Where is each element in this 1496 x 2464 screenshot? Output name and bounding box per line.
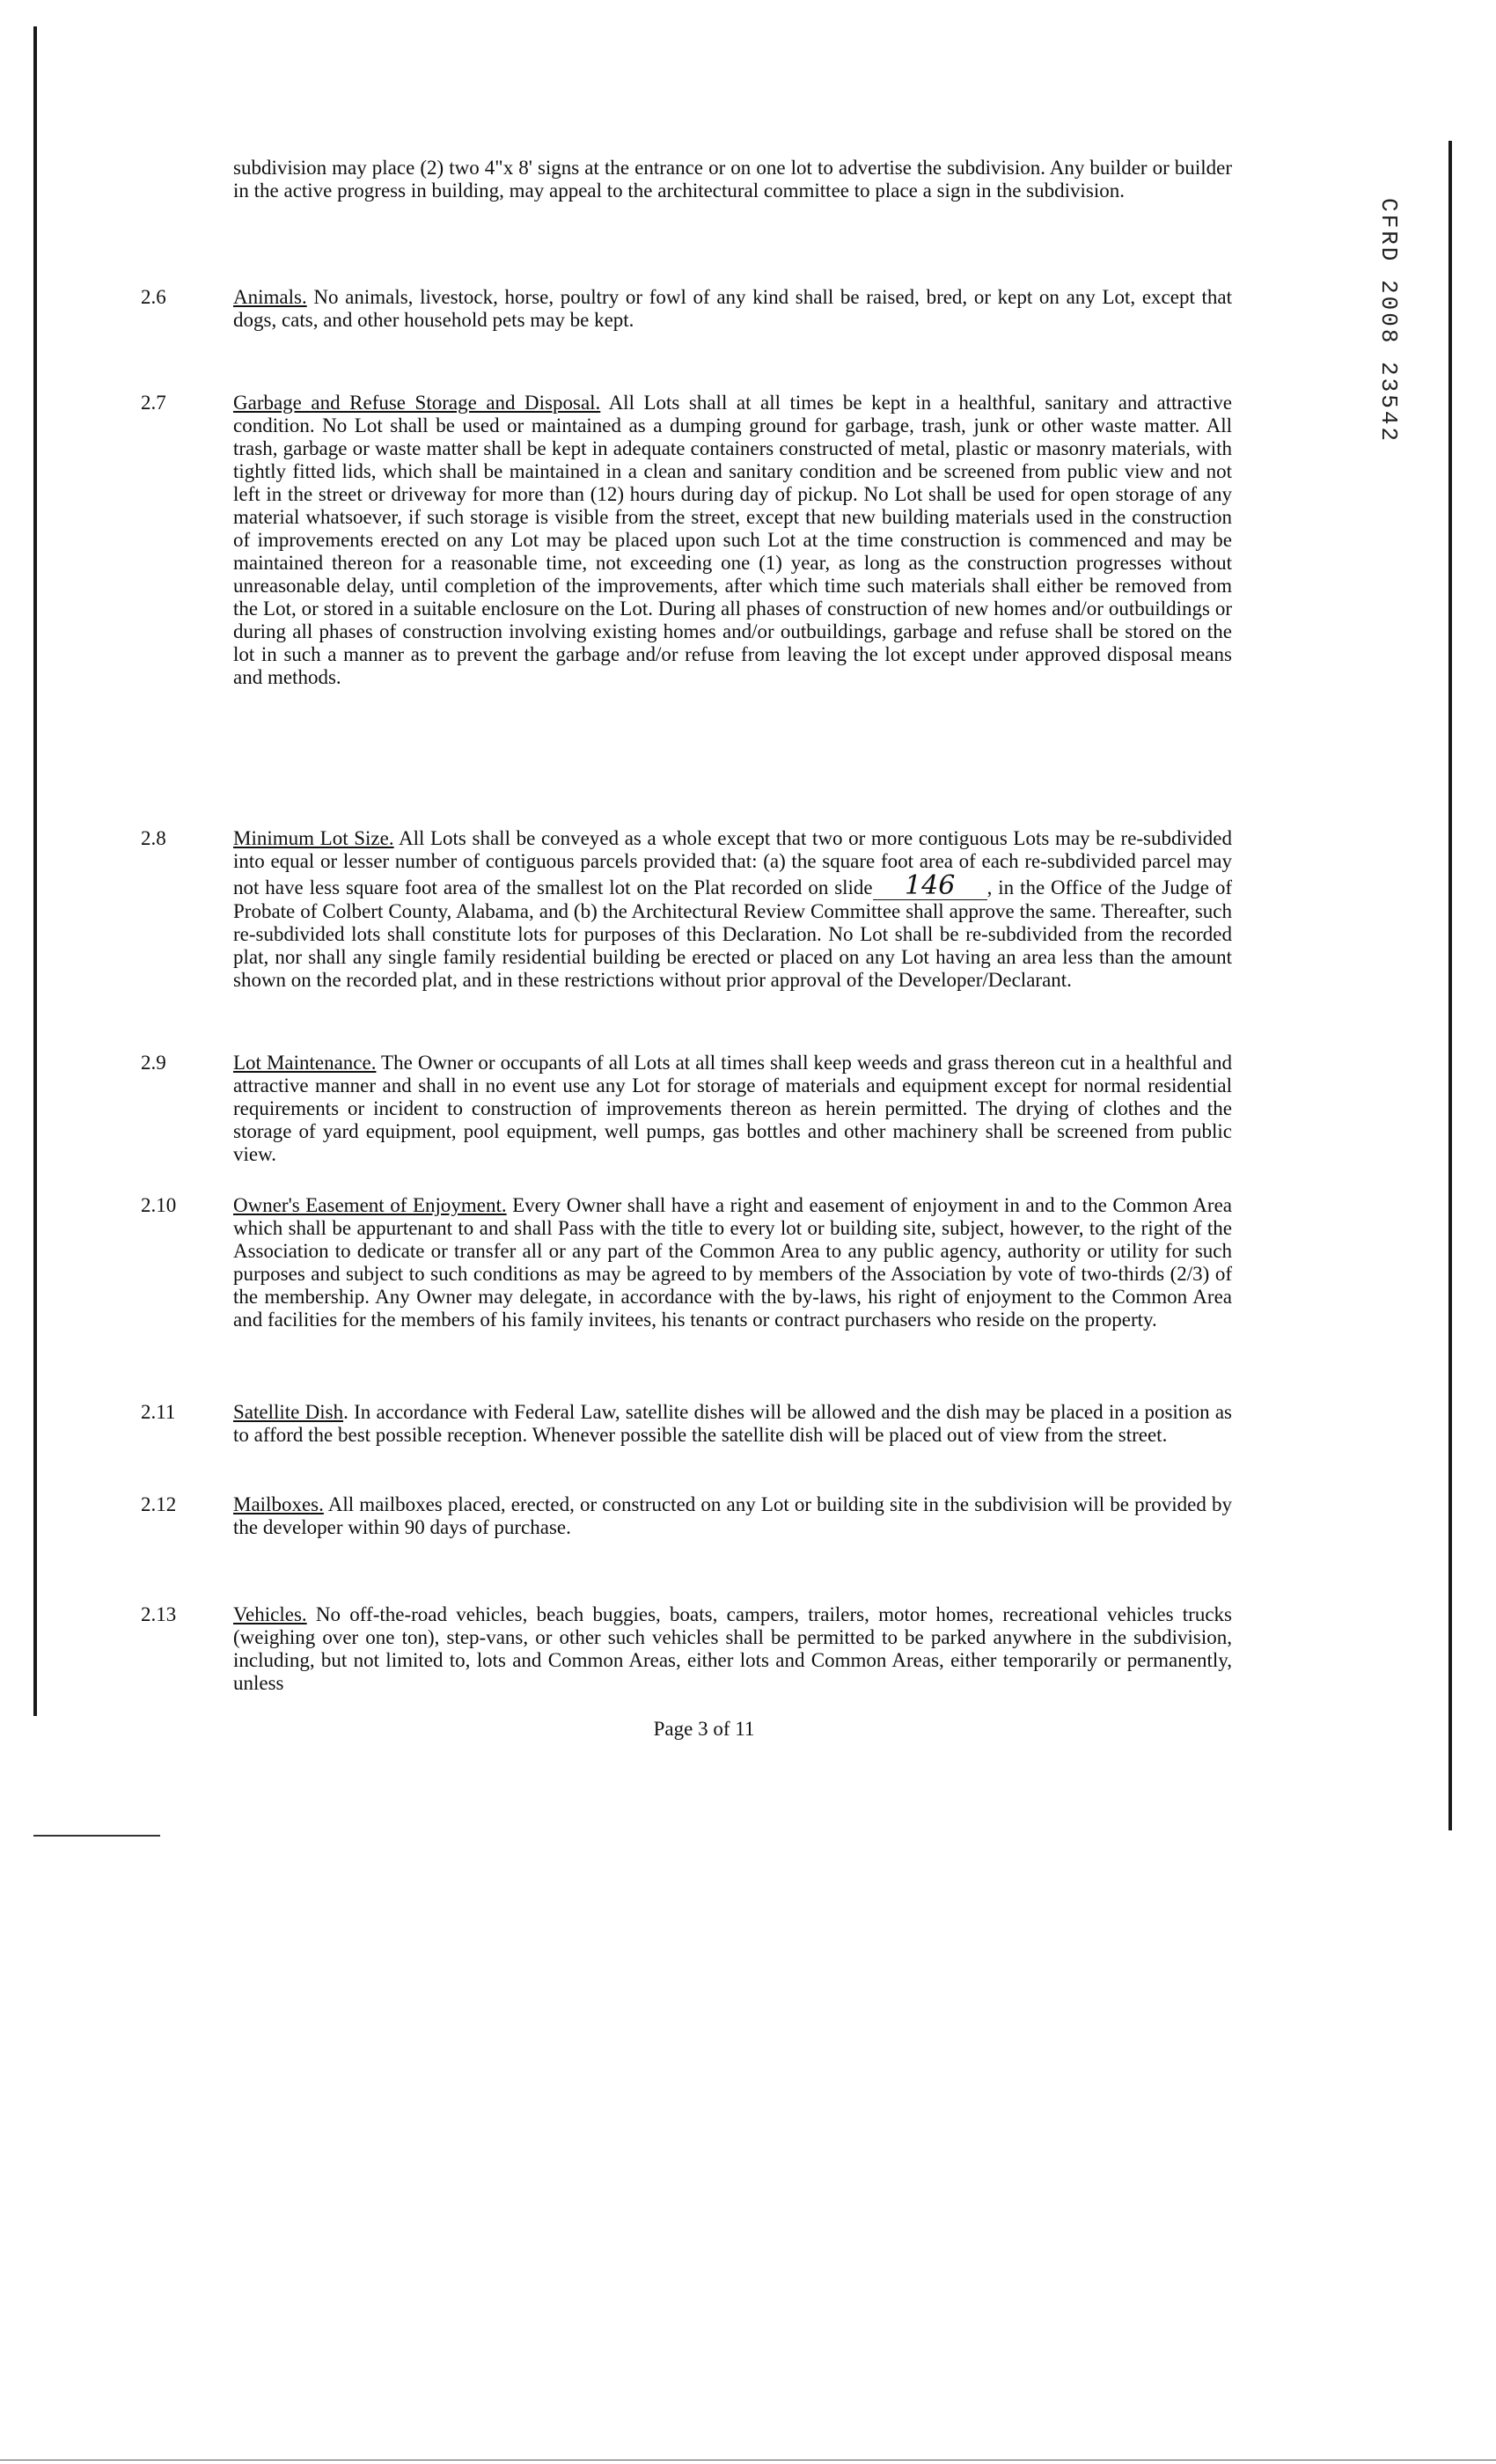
section-body-before: All Lots shall be conveyed as a whole except that two or more contiguous Lots may be re-subdivided into equal or lesser number of contiguous parcels provided that: (a) the square foot area of each re-subdivided parcel may not have less square foot area of the smallest lot on the Plat recorded on slide: [233, 827, 1232, 898]
section-number: 2.9: [141, 1052, 166, 1074]
section-body-after: , in the Office of the Judge of Probate of Colbert County, Alabama, and (b) the Architectural Review Committee shall approve the same. Thereafter, such re-subdivided lots shall constitute lots for purposes of this Declaration. No Lot shall be re-subdivided from the recorded plat, nor shall any single family residential building be erected or placed on any Lot having an area less than the amount shown on the recorded plat, and in these restrictions without prior approval of the Developer/Declarant.: [233, 876, 1232, 991]
scan-border-left: [33, 26, 37, 1716]
section-number: 2.12: [141, 1493, 177, 1515]
scan-mark: [33, 1835, 160, 1837]
intro-paragraph: subdivision may place (2) two 4"x 8' signs at the entrance or on one lot to advertise the subdivision. Any builder or builder in the active progress in building, may appeal to the architectural committee to place a sign in the subdivision.: [233, 157, 1232, 202]
section-text: [233, 286, 1232, 332]
section-heading: Vehicles.: [233, 1603, 307, 1625]
handwritten-slide-number: 146: [873, 873, 987, 900]
section-text: [233, 827, 1232, 992]
section-2-11: [141, 1401, 1232, 1447]
section-2-13: [141, 1603, 1232, 1695]
section-2-9: [141, 1052, 1232, 1166]
section-heading: Garbage and Refuse Storage and Disposal.: [233, 392, 601, 414]
section-heading: Minimum Lot Size.: [233, 827, 394, 849]
section-body: No animals, livestock, horse, poultry or fowl of any kind shall be raised, bred, or kept on any Lot, except that dogs, cats, and other household pets may be kept.: [233, 286, 1232, 331]
section-number: 2.13: [141, 1603, 177, 1625]
section-heading: Lot Maintenance.: [233, 1052, 377, 1074]
section-text: [233, 1194, 1232, 1331]
section-number: 2.8: [141, 827, 166, 849]
section-body: . In accordance with Federal Law, satellite dishes will be allowed and the dish may be placed in a position as to afford the best possible reception. Whenever possible the satellite dish will be placed out of view from the street.: [233, 1401, 1232, 1446]
section-number: 2.11: [141, 1401, 176, 1423]
section-number: 2.10: [141, 1194, 177, 1216]
section-text: [233, 392, 1232, 689]
section-2-10: [141, 1194, 1232, 1331]
section-text: [233, 1052, 1232, 1166]
section-heading: Satellite Dish: [233, 1401, 344, 1423]
section-body: Every Owner shall have a right and easement of enjoyment in and to the Common Area which shall be appurtenant to and shall Pass with the title to every lot or building site, subject, however, to the right of the Association to dedicate or transfer all or any part of the Common Area to any public agency, authority or utility for such purposes and subject to such conditions as may be agreed to by members of the Association by vote of two-thirds (2/3) of the membership. Any Owner may delegate, in accordance with the by-laws, his right of enjoyment to the Common Area and facilities for the members of his family invitees, his tenants or contract purchasers who reside on the property.: [233, 1194, 1232, 1331]
section-heading: Animals.: [233, 286, 307, 308]
section-text: [233, 1493, 1232, 1539]
section-body: All mailboxes placed, erected, or constructed on any Lot or building site in the subdivision will be provided by the developer within 90 days of purchase.: [233, 1493, 1232, 1538]
section-text: [233, 1401, 1232, 1447]
section-2-8: [141, 827, 1232, 992]
scan-border-right: [1448, 141, 1452, 1830]
section-heading: Mailboxes.: [233, 1493, 324, 1515]
section-2-7: [141, 392, 1232, 689]
page-number-footer: Page 3 of 11: [653, 1718, 755, 1740]
section-text: [233, 1603, 1232, 1695]
section-heading: Owner's Easement of Enjoyment.: [233, 1194, 507, 1216]
section-body: No off-the-road vehicles, beach buggies, boats, campers, trailers, motor homes, recreational vehicles trucks (weighing over one ton), step-vans, or other such vehicles shall be permitted to be parked anywhere in the subdivision, including, but not limited to, lots and Common Areas, either lots and Common Areas, either temporarily or permanently, unless: [233, 1603, 1232, 1694]
section-number: 2.7: [141, 392, 166, 414]
section-number: 2.6: [141, 286, 166, 308]
section-2-6: [141, 286, 1232, 332]
section-body: All Lots shall at all times be kept in a healthful, sanitary and attractive condition. No Lot shall be used or maintained as a dumping ground for garbage, trash, junk or other waste matter. All trash, garbage or waste matter shall be kept in adequate containers constructed of metal, plastic or masonry materials, with tightly fitted lids, which shall be maintained in a clean and sanitary condition and be screened from public view and not left in the street or driveway for more than (12) hours during day of pickup. No Lot shall be used for open storage of any material whatsoever, if such storage is visible from the street, except that new building materials used in the construction of improvements erected on any Lot may be placed upon such Lot at the time construction is commenced and may be maintained thereon for a reasonable time, not exceeding one (1) year, as long as the construction progresses without unreasonable delay, until completion of the improvements, after which time such materials shall either be removed from the Lot, or stored in a suitable enclosure on the Lot. During all phases of construction of new homes and/or outbuildings or during all phases of construction involving existing homes and/or outbuildings, garbage and refuse shall be stored on the lot in such a manner as to prevent the garbage and/or refuse from leaving the lot except under approved disposal means and methods.: [233, 392, 1232, 688]
section-body: The Owner or occupants of all Lots at all times shall keep weeds and grass thereon cut in a healthful and attractive manner and shall in no event use any Lot for storage of materials and equipment except for normal residential requirements or incident to construction of improvements thereon as herein permitted. The drying of clothes and the storage of yard equipment, pool equipment, well pumps, gas bottles and other machinery shall be screened from public view.: [233, 1052, 1232, 1165]
recording-stamp: CFRD 2008 23542: [1375, 198, 1402, 444]
section-2-12: [141, 1493, 1232, 1539]
